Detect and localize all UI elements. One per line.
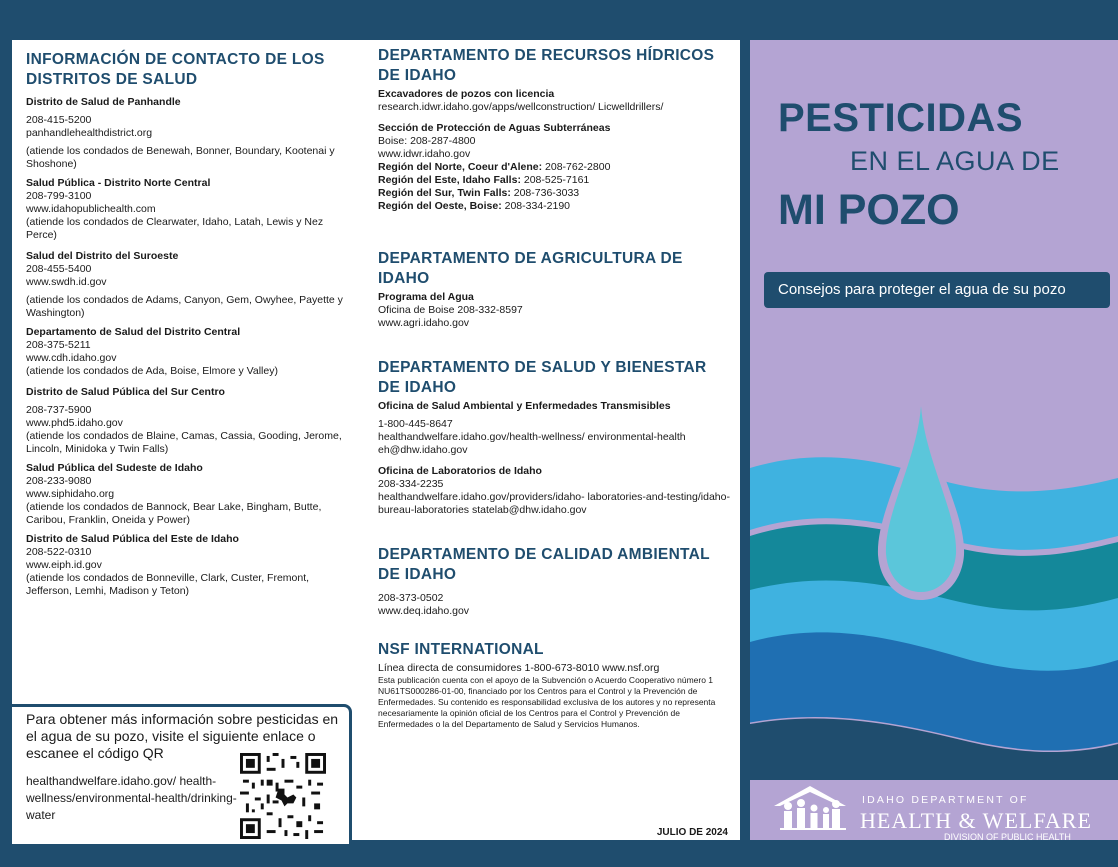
qr-info-box [12,704,352,844]
cover-title-line3: MI POZO [778,186,960,234]
cover-title-line1: PESTICIDAS [778,96,1024,140]
district-link[interactable]: www.cdh.idaho.gov [26,352,117,364]
idhw-logo [774,784,1094,844]
district-entry: Distrito de Salud Pública del Sur Centro 208-737-5900 www.phd5.idaho.gov (atiende los condados de Blaine, Camas, Cassia, Gooding, Jerome, Lincoln, Minidoka y Twin Falls) [26,386,356,456]
isda-link[interactable]: www.agri.idaho.gov [378,317,470,329]
nsf-section: NSF INTERNATIONAL Línea directa de consumidores 1-800-673-8010 www.nsf.org Esta publicación cuenta con el apoyo de la Subvención o Acuerdo Cooperativo número 1 NU61TS000286-01-00, financiado por los Centros para el Control y la Prevención de Enfermedades. Su contenido es responsabilidad exclusiva de los autores y no representa necesariamente la opinión oficial de los Centros para el Control y Prevención de Enfermedades o la del Departamento de Salud y Servicios Humanos. [378,640,730,730]
district-link[interactable]: www.swdh.id.gov [26,276,107,288]
idwr-link[interactable]: www.idwr.idaho.gov [378,148,471,160]
district-entry: Departamento de Salud del Distrito Central 208-375-5211 www.cdh.idaho.gov (atiende los condados de Ada, Boise, Elmore y Valley) [26,326,356,378]
family-house-icon [774,784,856,832]
cover-panel [750,40,1118,840]
logo-line2: HEALTH & WELFARE [860,808,1092,833]
district-link[interactable]: panhandlehealthdistrict.org [26,127,153,139]
district-link[interactable]: www.eiph.id.gov [26,559,102,571]
dhw-lab-link[interactable]: healthandwelfare.idaho.gov/providers/idaho- laboratories-and-testing/idaho-bureau-laboratories statelab@dhw.idaho.gov [378,491,730,516]
district-link[interactable]: www.phd5.idaho.gov [26,417,123,429]
funding-note: Esta publicación cuenta con el apoyo de la Subvención o Acuerdo Cooperativo número 1 NU61TS000286-01-00, financiado por los Centros para el Control y la Prevención de Enfermedades. Su contenido es responsabilidad exclusiva de los autores y no representa necesariamente la opinión oficial de los Centros para el Control y Prevención de Enfermedades o la del Departamento de Salud y Servicios Humanos. [378,675,716,729]
logo-line3: DIVISION OF PUBLIC HEALTH [944,832,1071,842]
idwr-heading: DEPARTAMENTO DE RECURSOS HÍDRICOS DE IDAHO [378,47,715,84]
district-entry: Salud del Distrito del Suroeste 208-455-5400 www.swdh.id.gov (atiende los condados de Adams, Canyon, Gem, Owyhee, Payette y Washington) [26,250,356,320]
district-entry: Salud Pública - Distrito Norte Central 208-799-3100 www.idahopublichealth.com (atiende los condados de Clearwater, Idaho, Latah, Lewis y Nez Perce) [26,177,356,242]
nsf-heading: NSF INTERNATIONAL [378,641,544,658]
district-link[interactable]: www.idahopublichealth.com [26,203,156,215]
dhw-eh-link[interactable]: healthandwelfare.idaho.gov/health-wellness/ environmental-health [378,431,686,443]
deq-heading: DEPARTAMENTO DE CALIDAD AMBIENTAL DE IDAHO [378,546,710,583]
district-entry: Distrito de Salud Pública del Este de Idaho 208-522-0310 www.eiph.id.gov (atiende los condados de Bonneville, Clark, Custer, Fremont, Jefferson, Lemhi, Madison y Teton) [26,533,356,598]
qr-link[interactable]: healthandwelfare.idaho.gov/ health-wellness/environmental-health/drinking-water [26,774,237,822]
deq-section: DEPARTAMENTO DE CALIDAD AMBIENTAL DE IDAHO 208-373-0502 www.deq.idaho.gov [378,545,730,618]
isda-section: DEPARTAMENTO DE AGRICULTURA DE IDAHO Programa del Agua Oficina de Boise 208-332-8597 www.agri.idaho.gov [378,249,730,330]
isda-heading: DEPARTAMENTO DE AGRICULTURA DE IDAHO [378,250,683,287]
health-districts-heading: INFORMACIÓN DE CONTACTO DE LOS DISTRITOS DE SALUD [26,51,325,88]
district-entry: Salud Pública del Sudeste de Idaho 208-233-9080 www.siphidaho.org (atiende los condados de Bannock, Bear Lake, Bingham, Butte, Caribou, Franklin, Oneida y Power) [26,462,356,527]
deq-link[interactable]: www.deq.idaho.gov [378,605,470,617]
idwr-drillers-link[interactable]: research.idwr.idaho.gov/apps/wellconstruction/ Licwelldrillers/ [378,101,664,113]
idwr-section: DEPARTAMENTO DE RECURSOS HÍDRICOS DE IDAHO Excavadores de pozos con licencia research.idwr.idaho.gov/apps/wellconstruction/ Licwelldrillers/ Sección de Protección de Aguas Subterráneas Boise: 208-287-4800 www.idwr.idaho.gov Región del Norte, Coeur d'Alene: 208-762-2800 Región del Este, Idaho Falls: 208-525-7161 Región del Sur, Twin Falls: 208-736-3033 Región del Oeste, Boise: 208-334-2190 [378,46,730,213]
district-link[interactable]: www.siphidaho.org [26,488,115,500]
logo-line1: IDAHO DEPARTMENT OF [862,794,1029,806]
qr-code-icon[interactable] [240,753,326,839]
district-entry: Distrito de Salud de Panhandle 208-415-5200 panhandlehealthdistrict.org (atiende los condados de Benewah, Bonner, Boundary, Kootenai y Shoshone) [26,96,356,171]
dhw-eh-email[interactable]: eh@dhw.idaho.gov [378,444,468,456]
agencies-panel [368,40,740,840]
contact-panel [12,40,368,840]
publication-date: JULIO DE 2024 [656,827,728,838]
cover-title-line2: EN EL AGUA DE [850,146,1060,176]
dhw-heading: DEPARTAMENTO DE SALUD Y BIENESTAR DE IDAHO [378,359,707,396]
cover-tagline: Consejos para proteger el agua de su pozo [764,272,1110,308]
qr-intro-text: Para obtener más información sobre pesticidas en el agua de su pozo, visite el siguiente enlace o escanee el código QR [26,711,339,761]
dhw-section: DEPARTAMENTO DE SALUD Y BIENESTAR DE IDAHO Oficina de Salud Ambiental y Enfermedades Transmisibles 1-800-445-8647 healthandwelfare.idaho.gov/health-wellness/ environmental-health eh@dhw.idaho.gov Oficina de Laboratorios de Idaho 208-334-2235 healthandwelfare.idaho.gov/providers/idaho- laboratories-and-testing/idaho-bureau-laboratories statelab@dhw.idaho.gov [378,359,730,516]
water-drop-icon [876,390,966,600]
